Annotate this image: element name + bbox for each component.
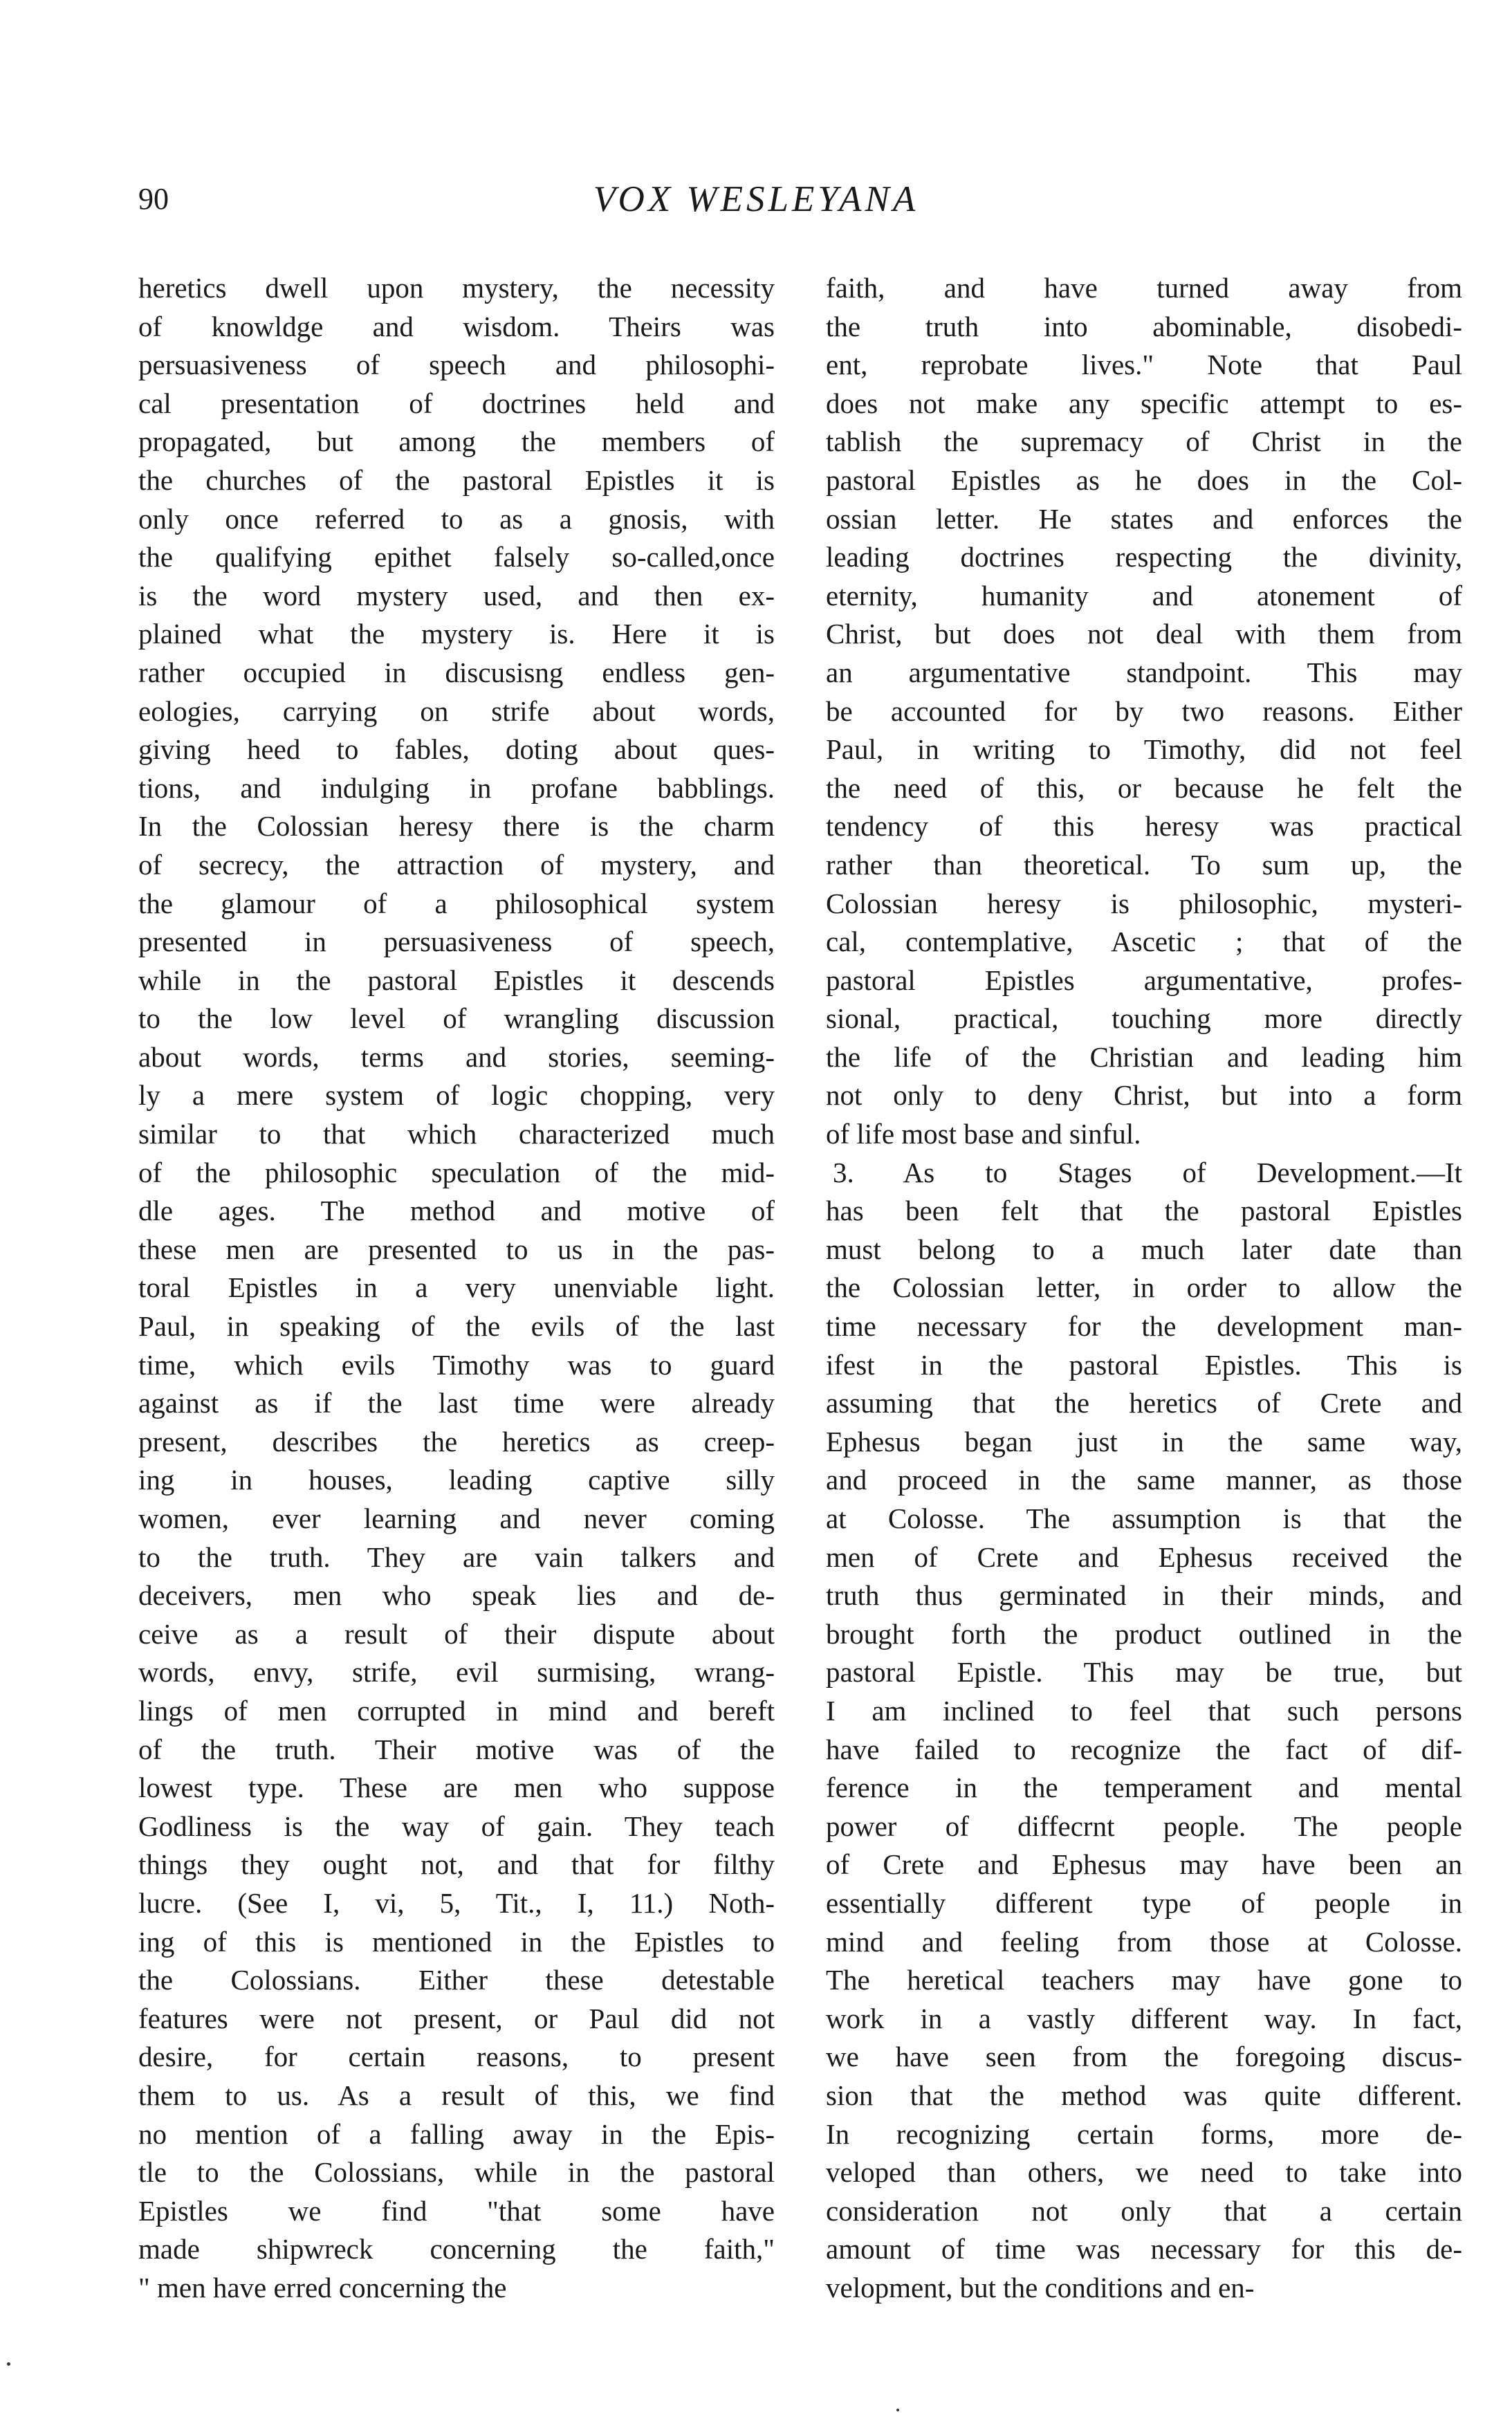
text-line: ent, reprobate lives." Note that Paul (826, 349, 1462, 381)
text-line: no mention of a falling away in the Epis- (138, 2117, 775, 2150)
text-line: 3. As to Stages of Development.—It (833, 1156, 1462, 1188)
text-line: present, describes the heretics as creep- (138, 1425, 775, 1457)
text-line: tendency of this heresy was practical (826, 810, 1462, 843)
text-line: rather occupied in discusisng endless gen- (138, 656, 775, 688)
speck-mark (7, 2362, 10, 2366)
text-line: made shipwreck concerning the faith," (138, 2233, 775, 2265)
text-line: does not make any specific attempt to es- (826, 387, 1462, 419)
text-line: them to us. As a result of this, we find (138, 2079, 775, 2111)
text-line: the need of this, or because he felt the (826, 771, 1462, 804)
text-line: of secrecy, the attraction of mystery, and (138, 848, 775, 881)
text-line: desire, for certain reasons, to present (138, 2041, 775, 2073)
text-line: an argumentative standpoint. This may (826, 656, 1462, 688)
text-line: The heretical teachers may have gone to (826, 1964, 1462, 1996)
text-line: not only to deny Christ, but into a form (826, 1079, 1462, 1112)
text-line: women, ever learning and never coming (138, 1502, 775, 1534)
page-number: 90 (138, 182, 169, 216)
text-line: is the word mystery used, and then ex- (138, 579, 775, 611)
text-line: of knowldge and wisdom. Theirs was (138, 310, 775, 342)
text-line: men of Crete and Ephesus received the (826, 1541, 1462, 1573)
text-line: the qualifying epithet falsely so-called,once (138, 541, 775, 573)
text-line: cal, contemplative, Ascetic ; that of the (826, 926, 1462, 958)
text-line: plained what the mystery is. Here it is (138, 618, 775, 650)
text-line: of the truth. Their motive was of the (138, 1733, 775, 1765)
text-line: tle to the Colossians, while in the pastoral (138, 2156, 775, 2189)
text-line: have failed to recognize the fact of dif- (826, 1733, 1462, 1765)
text-line: ifest in the pastoral Epistles. This is (826, 1348, 1462, 1381)
right-column (826, 269, 1462, 2307)
journal-title: VOX WESLEYANA (593, 179, 919, 219)
text-line: deceivers, men who speak lies and de- (138, 1579, 775, 1612)
text-line: lowest type. These are men who suppose (138, 1772, 775, 1804)
text-line: giving heed to fables, doting about ques- (138, 733, 775, 766)
text-line: In recognizing certain forms, more de- (826, 2117, 1462, 2150)
text-line: essentially different type of people in (826, 1886, 1462, 1919)
text-line: of life most base and sinful. (826, 1118, 1141, 1150)
text-line: Epistles we find "that some have (138, 2194, 775, 2227)
text-line: ing in houses, leading captive silly (138, 1464, 775, 1496)
text-line: brought forth the product outlined in the (826, 1617, 1462, 1650)
text-line: velopment, but the conditions and en- (826, 2271, 1255, 2303)
text-line: time, which evils Timothy was to guard (138, 1348, 775, 1381)
text-line: has been felt that the pastoral Epistles (826, 1195, 1462, 1227)
text-line: cal presentation of doctrines held and (138, 387, 775, 419)
text-line: ference in the temperament and mental (826, 1772, 1462, 1804)
text-line: while in the pastoral Epistles it descends (138, 964, 775, 996)
text-line: heretics dwell upon mystery, the necessity (138, 272, 775, 304)
text-line: the truth into abominable, disobedi- (826, 310, 1462, 342)
text-line: truth thus germinated in their minds, and (826, 1579, 1462, 1612)
text-line: the churches of the pastoral Epistles it is (138, 463, 775, 496)
text-line: must belong to a much later date than (826, 1233, 1462, 1265)
text-line: things they ought not, and that for filthy (138, 1848, 775, 1881)
text-line: pastoral Epistles as he does in the Col- (826, 463, 1462, 496)
text-line: lings of men corrupted in mind and bereft (138, 1694, 775, 1727)
text-line: assuming that the heretics of Crete and (826, 1387, 1462, 1419)
text-line: time necessary for the development man- (826, 1310, 1462, 1343)
text-line: to the truth. They are vain talkers and (138, 1541, 775, 1573)
text-line: at Colosse. The assumption is that the (826, 1502, 1462, 1534)
text-line: Christ, but does not deal with them from (826, 618, 1462, 650)
text-line: sion that the method was quite different. (826, 2079, 1462, 2111)
text-line: pastoral Epistles argumentative, profes- (826, 964, 1462, 996)
text-line: amount of time was necessary for this de- (826, 2233, 1462, 2265)
text-line: In the Colossian heresy there is the charm (138, 810, 775, 843)
text-line: about words, terms and stories, seeming- (138, 1040, 775, 1073)
text-line: ing of this is mentioned in the Epistles to (138, 1925, 775, 1958)
left-column (138, 269, 775, 2307)
text-line: the Colossian letter, in order to allow the (826, 1271, 1462, 1304)
text-line: consideration not only that a certain (826, 2194, 1462, 2227)
text-line: I am inclined to feel that such persons (826, 1694, 1462, 1727)
text-line: words, envy, strife, evil surmising, wrang- (138, 1656, 775, 1689)
text-line: Ephesus began just in the same way, (826, 1425, 1462, 1457)
text-line: tablish the supremacy of Christ in the (826, 425, 1462, 458)
text-line: we have seen from the foregoing discus- (826, 2041, 1462, 2073)
text-line: to the low level of wrangling discussion (138, 1002, 775, 1035)
text-line: faith, and have turned away from (826, 272, 1462, 304)
text-line: mind and feeling from those at Colosse. (826, 1925, 1462, 1958)
text-line: Paul, in writing to Timothy, did not feel (826, 733, 1462, 766)
text-line: of Crete and Ephesus may have been an (826, 1848, 1462, 1881)
speck-mark (896, 2409, 899, 2411)
text-line: veloped than others, we need to take into (826, 2156, 1462, 2189)
text-line: only once referred to as a gnosis, with (138, 502, 775, 535)
text-line: be accounted for by two reasons. Either (826, 695, 1462, 727)
text-line: Paul, in speaking of the evils of the last (138, 1310, 775, 1343)
text-line: the life of the Christian and leading him (826, 1040, 1462, 1073)
text-line: presented in persuasiveness of speech, (138, 926, 775, 958)
text-line: ossian letter. He states and enforces the (826, 502, 1462, 535)
text-line: leading doctrines respecting the divinity, (826, 541, 1462, 573)
text-line: Godliness is the way of gain. They teach (138, 1810, 775, 1842)
text-line: the Colossians. Either these detestable (138, 1964, 775, 1996)
text-line: work in a vastly different way. In fact, (826, 2002, 1462, 2034)
text-line: ceive as a result of their dispute about (138, 1617, 775, 1650)
text-line: sional, practical, touching more directly (826, 1002, 1462, 1035)
text-line: toral Epistles in a very unenviable light. (138, 1271, 775, 1304)
text-line: power of diffecrnt people. The people (826, 1810, 1462, 1842)
text-line: propagated, but among the members of (138, 425, 775, 458)
text-line: against as if the last time were already (138, 1387, 775, 1419)
text-line: ly a mere system of logic chopping, very (138, 1079, 775, 1112)
text-line: eologies, carrying on strife about words, (138, 695, 775, 727)
text-line: similar to that which characterized much (138, 1118, 775, 1150)
text-line: of the philosophic speculation of the mid- (138, 1156, 775, 1188)
text-line: the glamour of a philosophical system (138, 887, 775, 919)
text-line: Colossian heresy is philosophic, mysteri- (826, 887, 1462, 919)
text-line: persuasiveness of speech and philosophi- (138, 349, 775, 381)
text-line: " men have erred concerning the (138, 2271, 507, 2303)
text-line: and proceed in the same manner, as those (826, 1464, 1462, 1496)
text-line: rather than theoretical. To sum up, the (826, 848, 1462, 881)
text-line: features were not present, or Paul did not (138, 2002, 775, 2034)
text-line: pastoral Epistle. This may be true, but (826, 1656, 1462, 1689)
text-line: lucre. (See I, vi, 5, Tit., I, 11.) Noth- (138, 1886, 775, 1919)
text-line: dle ages. The method and motive of (138, 1195, 775, 1227)
text-line: these men are presented to us in the pas- (138, 1233, 775, 1265)
text-line: tions, and indulging in profane babblings. (138, 771, 775, 804)
text-line: eternity, humanity and atonement of (826, 579, 1462, 611)
